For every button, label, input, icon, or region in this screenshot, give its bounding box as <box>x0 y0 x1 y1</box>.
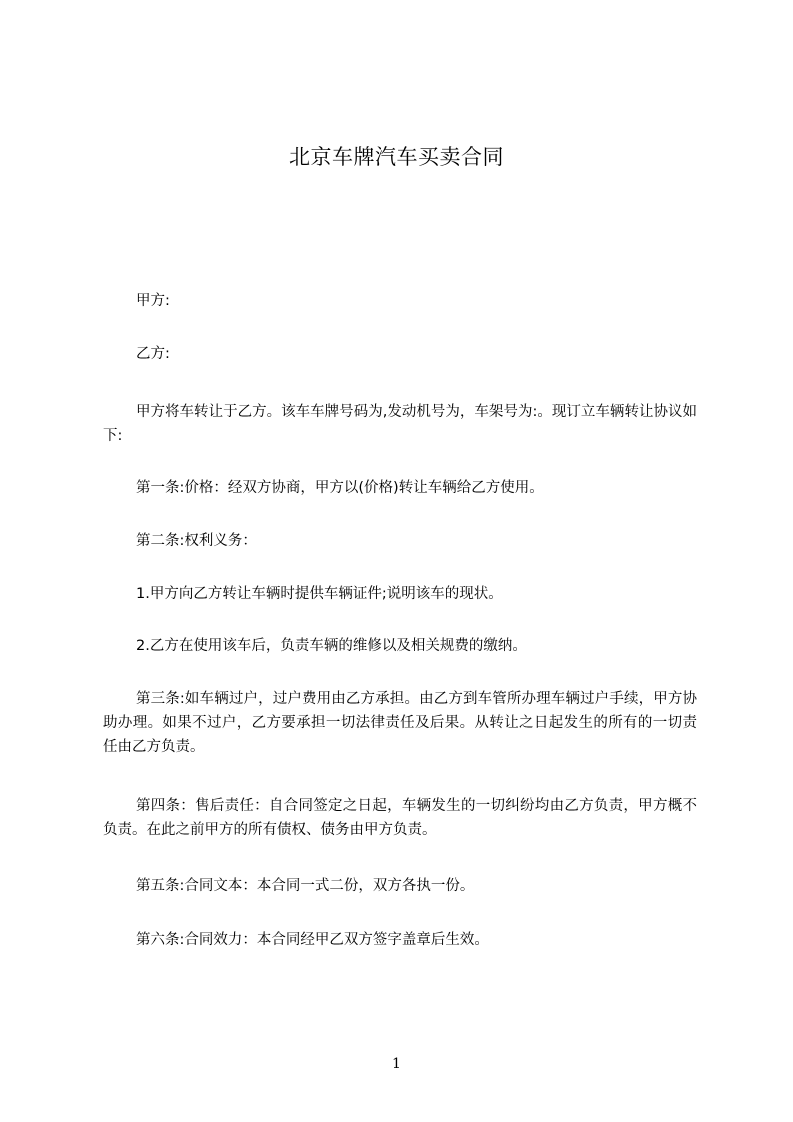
article-3: 第三条:如车辆过户，过户费用由乙方承担。由乙方到车管所办理车辆过户手续，甲方协助办理。如果不过户，乙方要承担一切法律责任及后果。从转让之日起发生的所有的一切责任由乙方负责。 <box>103 691 697 755</box>
article-6: 第六条:合同效力：本合同经甲乙双方签字盖章后生效。 <box>136 932 489 948</box>
article-2-item-2: 2.乙方在使用该车后，负责车辆的维修以及相关规费的缴纳。 <box>136 638 527 654</box>
intro-paragraph: 甲方将车转让于乙方。该车车牌号码为,发动机号为，车架号为:。现订立车辆转让协议如下: <box>103 404 697 444</box>
page-number: 1 <box>392 1056 401 1072</box>
article-2-item-1: 1.甲方向乙方转让车辆时提供车辆证件;说明该车的现状。 <box>136 586 503 602</box>
document-title: 北京车牌汽车买卖合同 <box>289 145 504 169</box>
article-1: 第一条:价格：经双方协商，甲方以(价格)转让车辆给乙方使用。 <box>136 480 544 496</box>
article-4: 第四条：售后责任：自合同签定之日起，车辆发生的一切纠纷均由乙方负责，甲方概不负责。在此之前甲方的所有债权、债务由甲方负责。 <box>103 798 697 838</box>
article-2-heading: 第二条:权利义务： <box>136 533 257 549</box>
party-a-line: 甲方: <box>136 293 170 309</box>
party-b-line: 乙方: <box>136 346 170 362</box>
article-5: 第五条:合同文本：本合同一式二份，双方各执一份。 <box>136 878 475 894</box>
